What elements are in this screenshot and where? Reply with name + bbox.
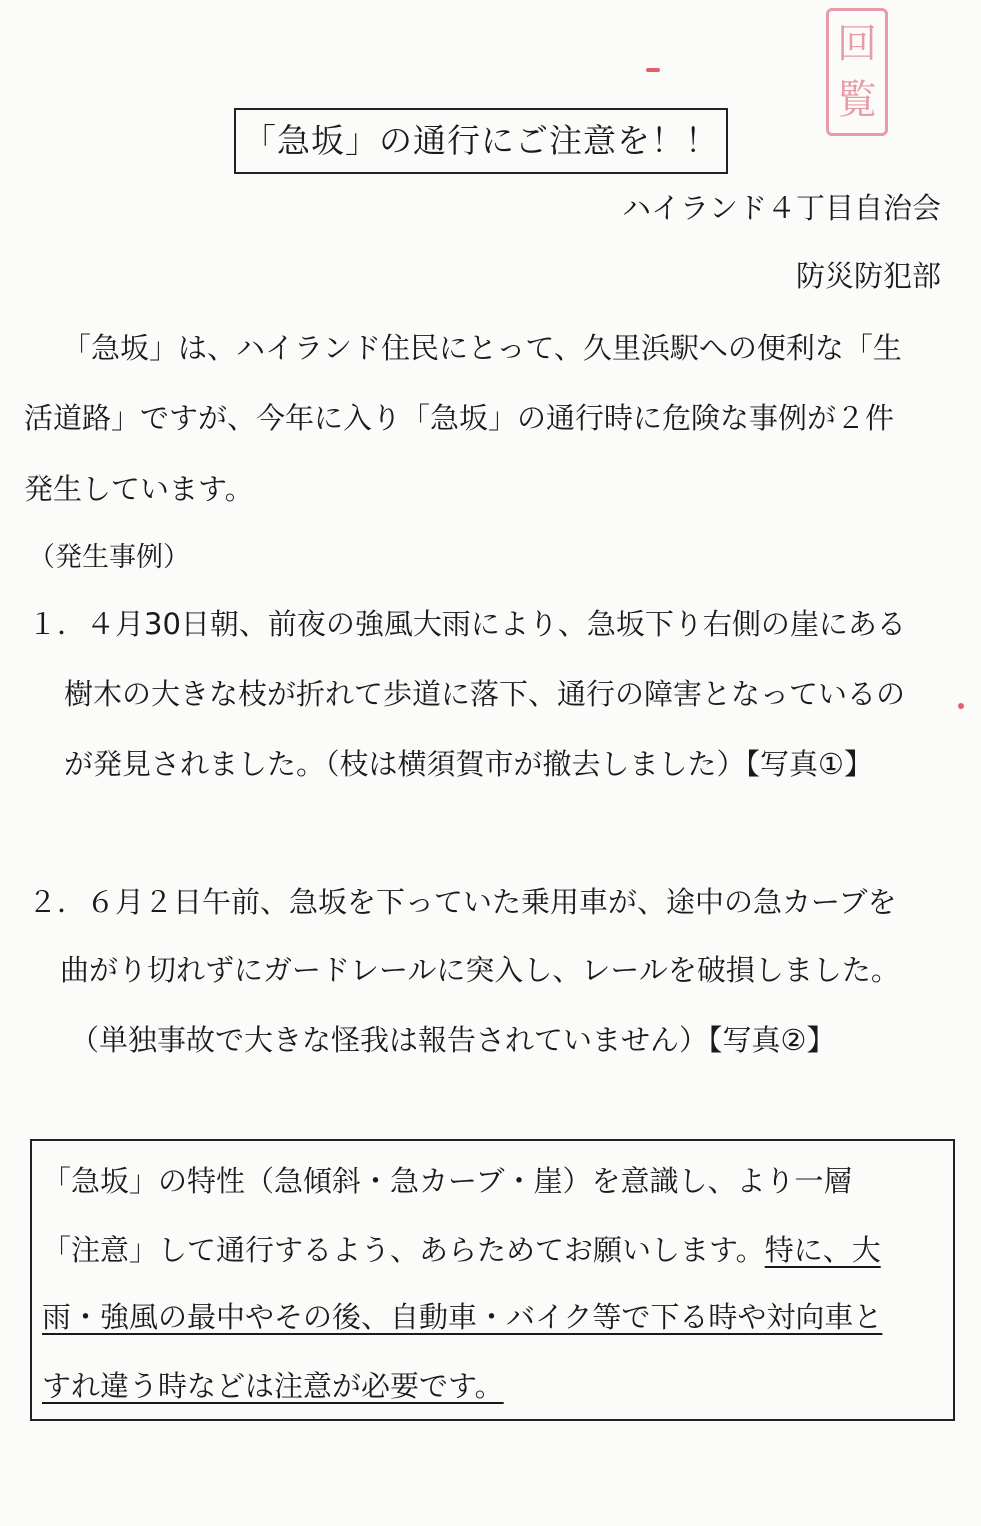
intro-line-2: 活道路」ですが、今年に入り「急坂」の通行時に危険な事例が２件 xyxy=(24,401,895,435)
intro-line-3: 発生しています。 xyxy=(24,472,254,506)
notice-line-2 xyxy=(42,1230,881,1270)
notice-line-2-text: 「注意」して通行するよう、あらためてお願いします。 xyxy=(42,1233,765,1267)
ink-mark xyxy=(646,68,660,72)
notice-line-4: すれ違う時などは注意が必要です。 xyxy=(42,1369,504,1403)
case2-line-3: （単独事故で大きな怪我は報告されていません）【写真②】 xyxy=(70,1023,836,1057)
organization-name: ハイランド４丁目自治会 xyxy=(621,191,941,225)
title-box xyxy=(234,108,728,174)
case1-line-3: が発見されました。（枝は横須賀市が撤去しました）【写真①】 xyxy=(64,747,873,781)
case1-line-2: 樹木の大きな枝が折れて歩道に落下、通行の障害となっているの xyxy=(64,677,906,711)
case2-line-2: 曲がり切れずにガードレールに突入し、レールを破損しました。 xyxy=(60,953,900,987)
ink-dot xyxy=(958,703,964,709)
department-name: 防災防犯部 xyxy=(795,259,941,293)
stamp-char-1: 回 xyxy=(837,21,877,67)
case2-line-1: ２．６月２日午前、急坂を下っていた乗用車が、途中の急カーブを xyxy=(28,885,897,919)
stamp-char-2: 覧 xyxy=(837,77,877,123)
circulation-stamp xyxy=(826,8,888,136)
intro-line-1: 「急坂」は、ハイランド住民にとって、久里浜駅への便利な「生 xyxy=(62,331,902,365)
notice-line-3: 雨・強風の最中やその後、自動車・バイク等で下る時や対向車と xyxy=(42,1300,883,1334)
notice-line-1: 「急坂」の特性（急傾斜・急カーブ・崖）を意識し、より一層 xyxy=(42,1164,853,1198)
page-title: 「急坂」の通行にご注意を！！ xyxy=(243,121,719,160)
notice-line-2-underlined: 特に、大 xyxy=(764,1233,881,1267)
cases-heading: （発生事例） xyxy=(28,542,190,573)
case1-line-1: １．４月30日朝、前夜の強風大雨により、急坂下り右側の崖にある xyxy=(28,607,906,641)
